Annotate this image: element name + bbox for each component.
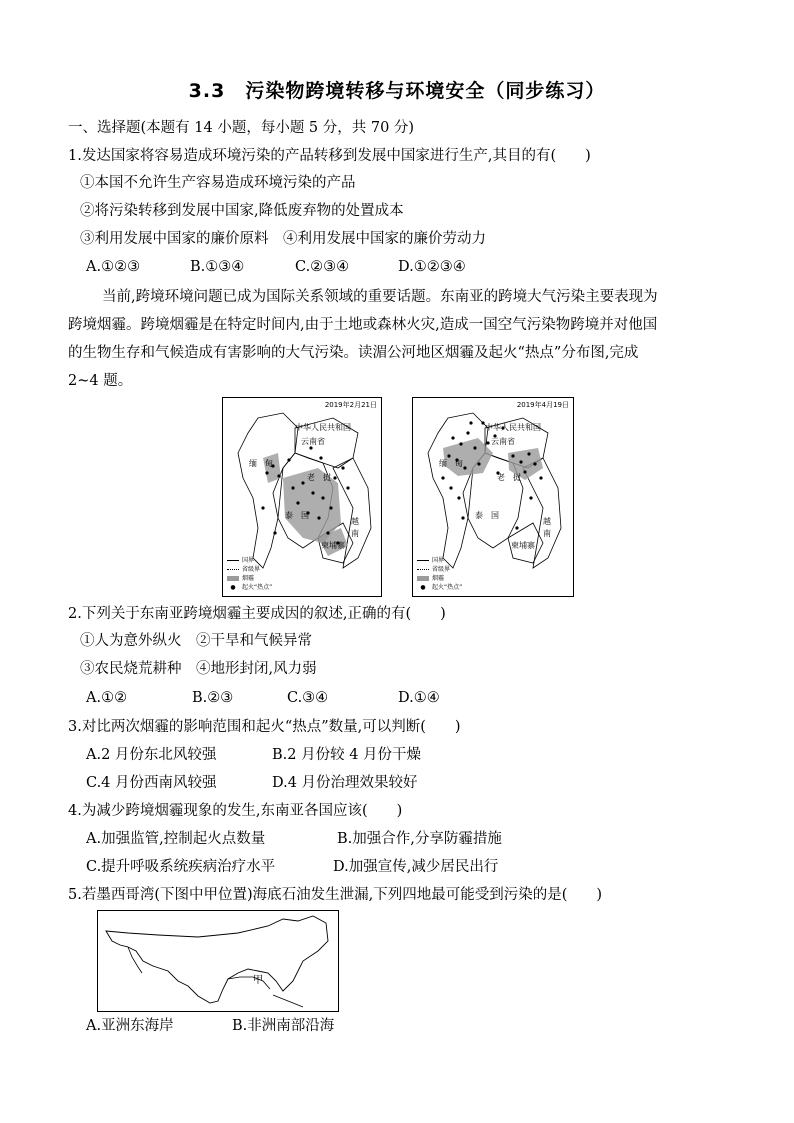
reading-passage bbox=[68, 283, 728, 395]
map1-label-laos: 老 挝 bbox=[307, 473, 331, 482]
q5-choice-a[interactable]: A.亚洲东海岸 bbox=[86, 1018, 174, 1034]
q1-choice-d[interactable]: D.①②③④ bbox=[398, 259, 466, 275]
map1-label-cambodia: 柬埔寨 bbox=[321, 541, 345, 550]
q1-statement-2: ②将污染转移到发展中国家,降低废弃物的处置成本 bbox=[80, 203, 404, 219]
passage-line-1: 当前,跨境环境问题已成为国际关系领域的重要话题。东南亚的跨境大气污染主要表现为 bbox=[102, 289, 658, 305]
map1-label-vietnam: 越 南 bbox=[351, 517, 367, 538]
map1-label-yunnan: 云南省 bbox=[301, 437, 325, 446]
q2-choice-b[interactable]: B.②③ bbox=[192, 690, 234, 706]
q1-choice-b[interactable]: B.①③④ bbox=[190, 259, 245, 275]
section-header: 一、选择题(本题有 14 小题，每小题 5 分，共 70 分) bbox=[68, 120, 415, 136]
q4-choice-c[interactable]: C.提升呼吸系统疾病治疗水平 bbox=[86, 859, 276, 875]
q1-statement-3-4: ③利用发展中国家的廉价原料 ④利用发展中国家的廉价劳动力 bbox=[80, 231, 486, 247]
passage-line-4: 2~4 题。 bbox=[68, 373, 133, 389]
q4-stem: 4.为减少跨境烟霾现象的发生,东南亚各国应该( ) bbox=[68, 803, 403, 819]
q4-choice-a[interactable]: A.加强监管,控制起火点数量 bbox=[86, 831, 266, 847]
q3-stem: 3.对比两次烟霾的影响范围和起火“热点”数量,可以判断( ) bbox=[68, 719, 461, 735]
map2-legend-haze: 烟霾 bbox=[417, 574, 462, 583]
q3-choice-b[interactable]: B.2 月份较 4 月份干燥 bbox=[272, 747, 422, 763]
map1-legend-province: 省级界 bbox=[227, 565, 272, 574]
map2-label-laos: 老 挝 bbox=[497, 473, 521, 482]
q1-choice-a[interactable]: A.①②③ bbox=[86, 259, 141, 275]
gulf-of-mexico-map bbox=[97, 910, 339, 1012]
q2-choice-c[interactable]: C.③④ bbox=[287, 690, 329, 706]
q5-stem: 5.若墨西哥湾(下图中甲位置)海底石油发生泄漏,下列四地最可能受到污染的是( ) bbox=[68, 887, 603, 903]
map2-legend-hotspot: ● 起火“热点” bbox=[420, 584, 463, 591]
map2-legend-province: 省级界 bbox=[417, 565, 462, 574]
q2-choice-d[interactable]: D.①④ bbox=[398, 690, 440, 706]
map1-legend-haze: 烟霾 bbox=[227, 574, 272, 583]
haze-map-april bbox=[412, 397, 574, 597]
q3-choice-c[interactable]: C.4 月份西南风较强 bbox=[86, 775, 217, 791]
q5-choice-b[interactable]: B.非洲南部沿海 bbox=[232, 1018, 335, 1034]
map2-label-myanmar: 缅 甸 bbox=[439, 459, 463, 468]
gulf-position-label: 甲 bbox=[253, 975, 263, 986]
q3-choice-d[interactable]: D.4 月份治理效果较好 bbox=[272, 775, 418, 791]
q1-stem: 1.发达国家将容易造成环境污染的产品转移到发展中国家进行生产,其目的有( ) bbox=[68, 148, 591, 164]
q3-choice-a[interactable]: A.2 月份东北风较强 bbox=[86, 747, 217, 763]
map2-label-cambodia: 柬埔寨 bbox=[511, 541, 535, 550]
map2-label-yunnan: 云南省 bbox=[491, 437, 515, 446]
page-title: 3.3 污染物跨境转移与环境安全（同步练习） bbox=[188, 80, 606, 102]
map1-label-china: 中华人民共和国 bbox=[295, 423, 351, 432]
q2-statement-1-2: ①人为意外纵火 ②干旱和气候异常 bbox=[80, 633, 312, 649]
passage-line-3: 的生物生存和气候造成有害影响的大气污染。读湄公河地区烟霾及起火“热点”分布图,完成 bbox=[68, 345, 639, 361]
map1-date: 2019年2月21日 bbox=[324, 401, 377, 409]
haze-map-february bbox=[222, 397, 382, 597]
map2-label-china: 中华人民共和国 bbox=[485, 423, 541, 432]
q1-choice-c[interactable]: C.②③④ bbox=[295, 259, 350, 275]
map2-date: 2019年4月19日 bbox=[516, 401, 569, 409]
q4-choice-d[interactable]: D.加强宣传,减少居民出行 bbox=[333, 859, 499, 875]
map2-label-vietnam: 越 南 bbox=[543, 517, 559, 538]
map2-label-thailand: 泰 国 bbox=[475, 511, 499, 520]
map1-legend-hotspot: ● 起火“热点” bbox=[230, 584, 273, 591]
passage-line-2: 跨境烟霾。跨境烟霾是在特定时间内,由于土地或森林火灾,造成一国空气污染物跨境并对他国 bbox=[68, 317, 658, 333]
q2-statement-3-4: ③农民烧荒耕种 ④地形封闭,风力弱 bbox=[80, 661, 317, 677]
q4-choice-b[interactable]: B.加强合作,分享防霾措施 bbox=[337, 831, 502, 847]
gulf-of-mexico-drawing bbox=[98, 911, 338, 1011]
q2-stem: 2.下列关于东南亚跨境烟霾主要成因的叙述,正确的有( ) bbox=[68, 606, 446, 622]
map1-legend-border: 国界 bbox=[227, 556, 272, 565]
map2-legend bbox=[417, 556, 462, 592]
map2-legend-border: 国界 bbox=[417, 556, 462, 565]
map1-label-myanmar: 缅 甸 bbox=[249, 459, 273, 468]
q1-statement-1: ①本国不允许生产容易造成环境污染的产品 bbox=[80, 175, 356, 191]
map1-label-thailand: 泰 国 bbox=[285, 511, 309, 520]
map1-legend bbox=[227, 556, 272, 592]
q2-choice-a[interactable]: A.①② bbox=[86, 690, 128, 706]
